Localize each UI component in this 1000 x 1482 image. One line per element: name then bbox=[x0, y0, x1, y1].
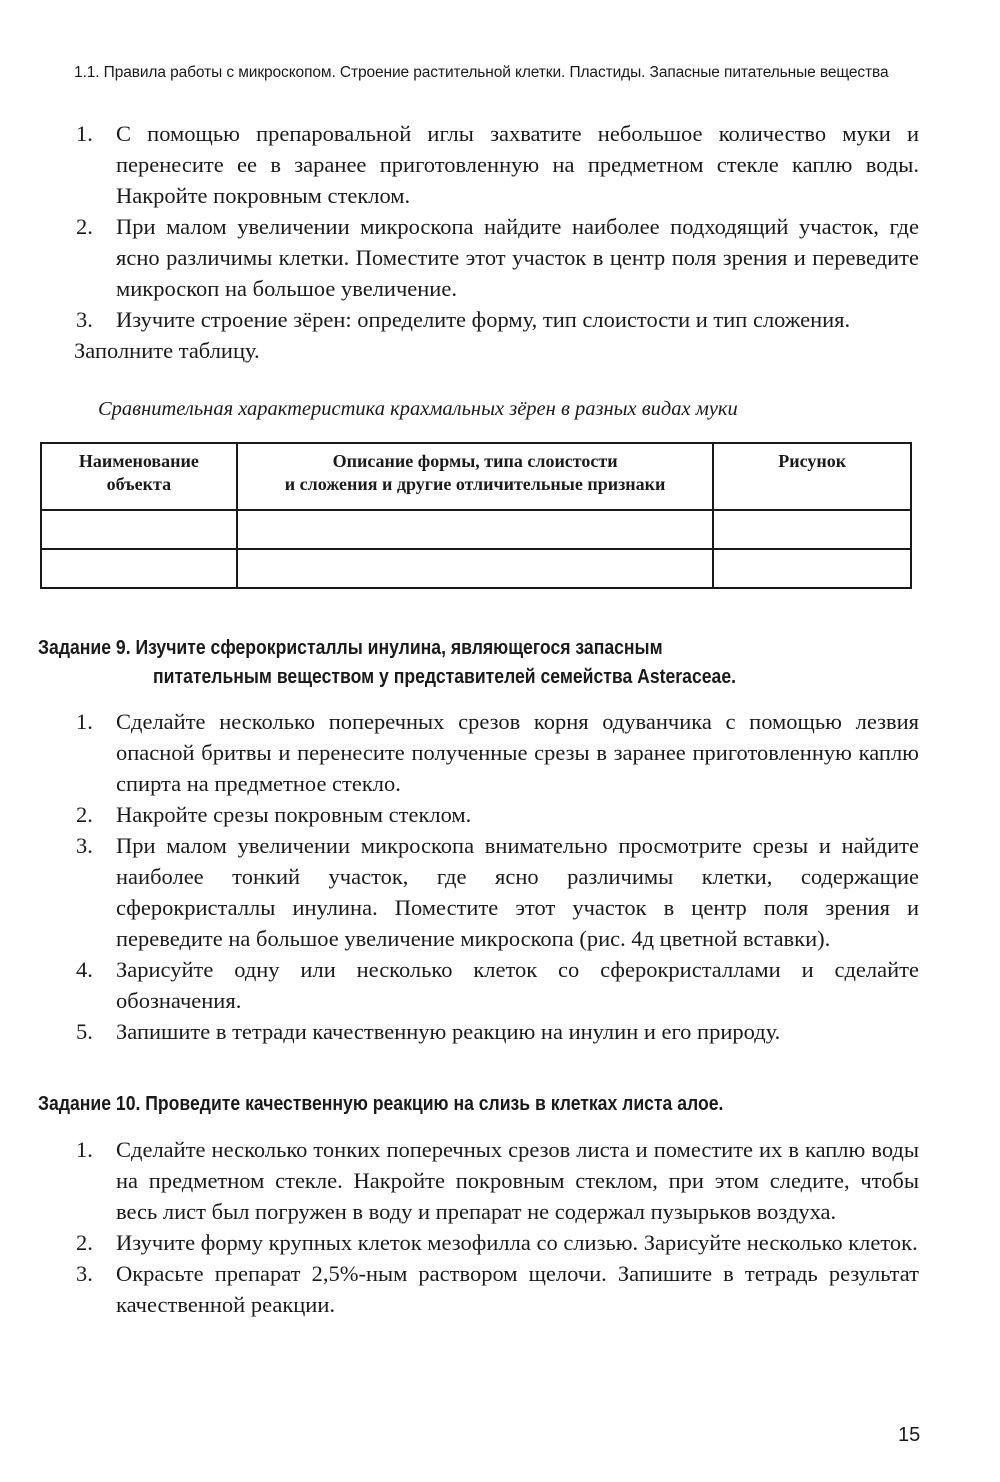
task10-heading: Задание 10. Проведите качественную реакцию на слизь в клетках листа алое. bbox=[38, 1093, 724, 1115]
page-number: 15 bbox=[898, 1424, 921, 1446]
table-cell[interactable] bbox=[237, 510, 714, 549]
task9-heading-line1: Задание 9. Изучите сферокристаллы инулина, являющегося запасным bbox=[38, 637, 663, 659]
table-cell[interactable] bbox=[713, 549, 911, 588]
step-text: Изучите форму крупных клеток мезофилла со слизью. Зарисуйте несколько клеток. bbox=[116, 1230, 918, 1255]
step-number: 1. bbox=[76, 709, 93, 734]
step-number: 3. bbox=[76, 833, 93, 858]
step-text: Сделайте несколько поперечных срезов корня одуванчика с помощью лезвия опасной бритвы и перенесите полученные срезы в заранее приготовленную каплю спирта на предметное стекло. bbox=[116, 709, 919, 796]
table-row bbox=[41, 549, 911, 588]
step-number: 3. bbox=[76, 307, 93, 332]
step-text: Сделайте несколько тонких поперечных срезов листа и поместите их в каплю воды на предметном стекле. Накройте покровным стеклом, при этом следите, чтобы весь лист был погружен в воду и препарат не содержал пузырьков воздуха. bbox=[116, 1137, 919, 1224]
list-item bbox=[74, 954, 919, 1016]
column-header-drawing bbox=[713, 443, 911, 510]
step-text: При малом увеличении микроскопа внимательно просмотрите срезы и найдите наиболее тонкий участок, где ясно различимы клетки, содержащие сферокристаллы инулина. Поместите этот участок в центр поля зрения и переведите на большое увеличение микроскопа (рис. 4д цветной вставки). bbox=[116, 833, 919, 951]
column-header-object bbox=[41, 443, 237, 510]
header-line: Наименование bbox=[78, 451, 199, 471]
list-item bbox=[74, 799, 919, 830]
list-item bbox=[74, 830, 919, 954]
flour-procedure bbox=[74, 118, 919, 366]
step-text: Изучите строение зёрен: определите форму, тип слоистости и тип сложения. bbox=[116, 307, 851, 332]
task10-procedure bbox=[74, 1134, 919, 1320]
running-head: 1.1. Правила работы с микроскопом. Строение растительной клетки. Пластиды. Запасные питательные вещества bbox=[74, 64, 889, 81]
task9-procedure bbox=[74, 706, 919, 1047]
table-cell[interactable] bbox=[713, 510, 911, 549]
step-text: Зарисуйте одну или несколько клеток со сферокристаллами и сделайте обозначения. bbox=[116, 957, 919, 1013]
table-caption: Сравнительная характеристика крахмальных зёрен в разных видах муки bbox=[98, 398, 738, 420]
list-item bbox=[74, 211, 919, 304]
step-number: 5. bbox=[76, 1019, 93, 1044]
table-header-row bbox=[41, 443, 911, 510]
step-text: Запишите в тетради качественную реакцию на инулин и его природу. bbox=[116, 1019, 781, 1044]
list-item bbox=[74, 706, 919, 799]
list-item bbox=[74, 304, 919, 335]
table-cell[interactable] bbox=[41, 549, 237, 588]
table-cell[interactable] bbox=[41, 510, 237, 549]
table-row bbox=[41, 510, 911, 549]
task9-heading-line2: питательным веществом у представителей семейства Asteraceae. bbox=[153, 666, 736, 688]
list-item bbox=[74, 1016, 919, 1047]
step-number: 2. bbox=[76, 802, 93, 827]
step-number: 1. bbox=[76, 121, 93, 146]
step-text: С помощью препаровальной иглы захватите небольшое количество муки и перенесите ее в заранее приготовленную на предметном стекле каплю воды. Накройте покровным стеклом. bbox=[116, 121, 919, 208]
header-line: и сложения и другие отличительные признаки bbox=[284, 474, 666, 494]
step-number: 2. bbox=[76, 214, 93, 239]
step-text: Окрасьте препарат 2,5%-ным раствором щелочи. Запишите в тетрадь результат качественной реакции. bbox=[116, 1261, 919, 1317]
list-item bbox=[74, 118, 919, 211]
fill-table-instruction: Заполните таблицу. bbox=[74, 338, 260, 363]
column-header-description bbox=[237, 443, 714, 510]
table-cell[interactable] bbox=[237, 549, 714, 588]
step-text: При малом увеличении микроскопа найдите наиболее подходящий участок, где ясно различимы клетки. Поместите этот участок в центр поля зрения и переведите микроскоп на большое увеличение. bbox=[116, 214, 919, 301]
task10-steps-list bbox=[74, 1134, 919, 1320]
list-item bbox=[74, 1134, 919, 1227]
flour-steps-list bbox=[74, 118, 919, 335]
step-number: 1. bbox=[76, 1137, 93, 1162]
task9-steps-list bbox=[74, 706, 919, 1047]
list-item bbox=[74, 1227, 919, 1258]
header-line: Описание формы, типа слоистости bbox=[332, 451, 618, 471]
step-text: Накройте срезы покровным стеклом. bbox=[116, 802, 472, 827]
step-number: 4. bbox=[76, 957, 93, 982]
list-item bbox=[74, 1258, 919, 1320]
starch-comparison-table bbox=[40, 442, 912, 589]
step-number: 2. bbox=[76, 1230, 93, 1255]
step-number: 3. bbox=[76, 1261, 93, 1286]
header-line: Рисунок bbox=[778, 451, 847, 471]
header-line: объекта bbox=[106, 474, 172, 494]
